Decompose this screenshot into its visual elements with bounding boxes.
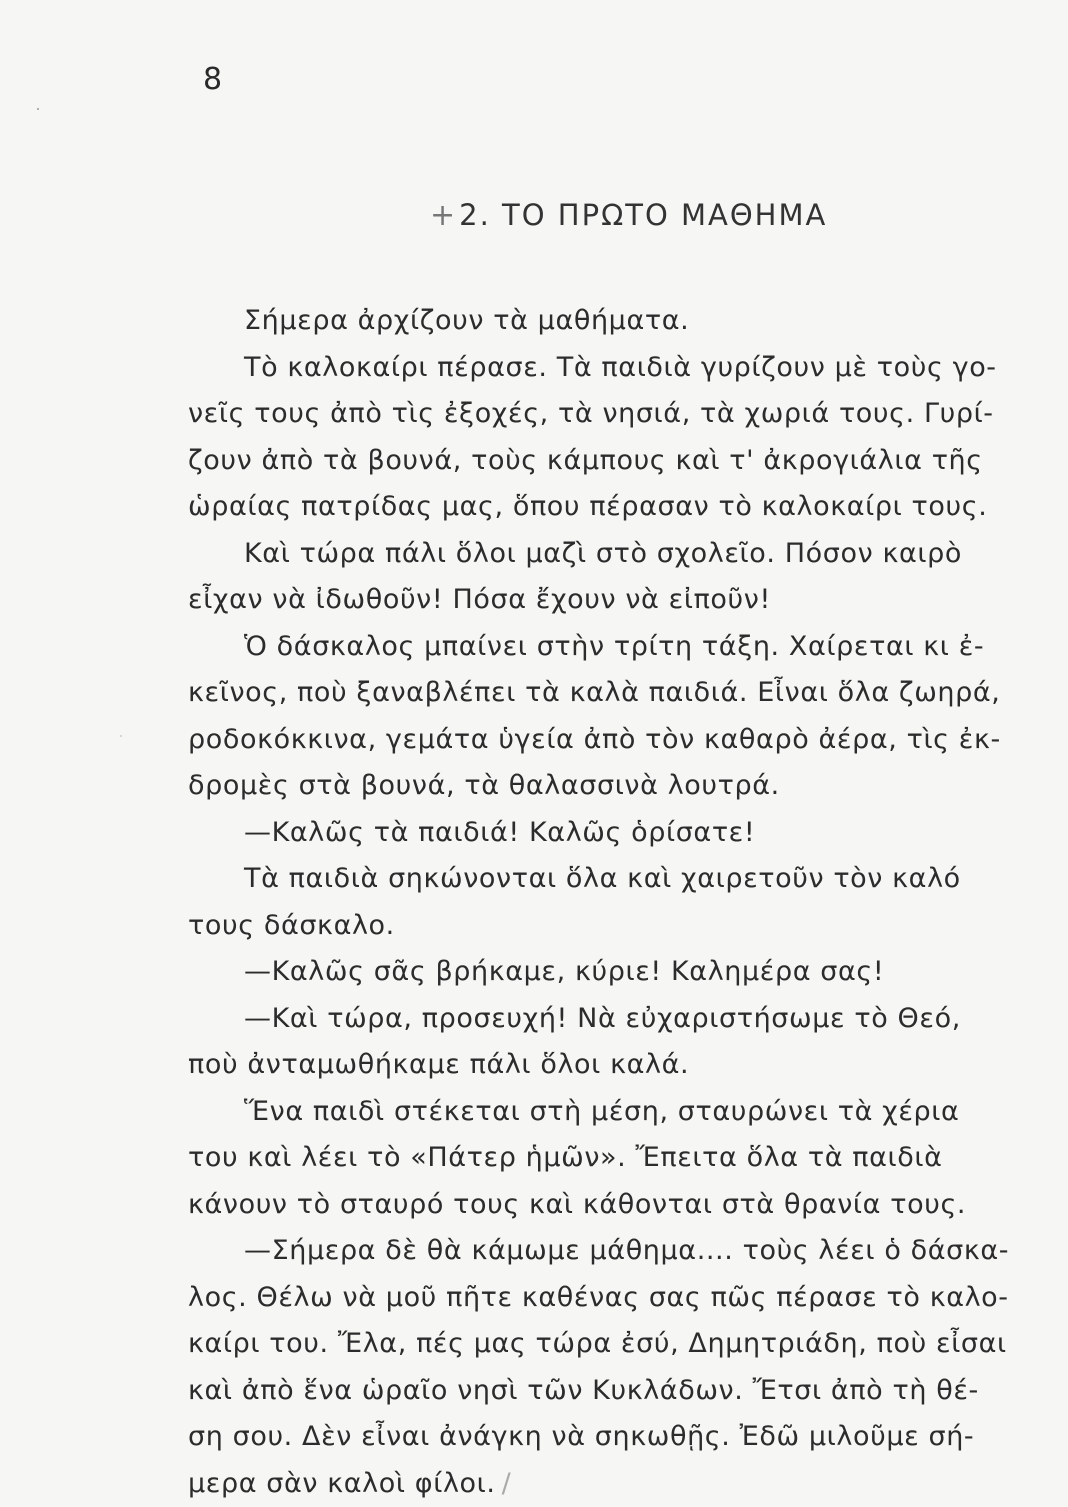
plus-mark-icon: + <box>430 198 457 233</box>
page-number: 8 <box>203 62 222 97</box>
text-line: ποὺ ἀνταμωθήκαμε πάλι ὅλοι καλά. <box>188 1042 1048 1089</box>
text-line: Τὸ καλοκαίρι πέρασε. Τὰ παιδιὰ γυρίζουν μὲ τοὺς γο- <box>188 345 1048 392</box>
text-line: νεῖς τους ἀπὸ τὶς ἐξοχές, τὰ νησιά, τὰ χωριά τους. Γυρί- <box>188 391 1048 438</box>
text-line: Σήμερα ἀρχίζουν τὰ μαθήματα. <box>188 298 1048 345</box>
text-line: ση σου. Δὲν εἶναι ἀνάγκη νὰ σηκωθῇς. Ἐδῶ μιλοῦμε σή- <box>188 1414 1048 1461</box>
text-line: Ὁ δάσκαλος μπαίνει στὴν τρίτη τάξη. Χαίρεται κι ἐ- <box>188 624 1048 671</box>
text-line: δρομὲς στὰ βουνά, τὰ θαλασσινὰ λουτρά. <box>188 763 1048 810</box>
text-body <box>188 298 1048 1507</box>
text-line-last <box>188 1461 1048 1507</box>
text-line: —Σήμερα δὲ θὰ κάμωμε μάθημα.... τοὺς λέει ὁ δάσκα- <box>188 1228 1048 1275</box>
text-line-content: μερα σὰν καλοὶ φίλοι. <box>188 1468 496 1499</box>
text-line: λος. Θέλω νὰ μοῦ πῆτε καθένας σας πῶς πέρασε τὸ καλο- <box>188 1275 1048 1322</box>
text-line: —Καὶ τώρα, προσευχή! Νὰ εὐχαριστήσωμε τὸ Θεό, <box>188 996 1048 1043</box>
end-mark-icon: / <box>502 1468 512 1499</box>
text-line: καὶ ἀπὸ ἕνα ὡραῖο νησὶ τῶν Κυκλάδων. Ἔτσι ἀπὸ τὴ θέ- <box>188 1368 1048 1415</box>
text-line: ὡραίας πατρίδας μας, ὅπου πέρασαν τὸ καλοκαίρι τους. <box>188 484 1048 531</box>
text-line: κάνουν τὸ σταυρό τους καὶ κάθονται στὰ θρανία τους. <box>188 1182 1048 1229</box>
text-line: Ἕνα παιδὶ στέκεται στὴ μέση, σταυρώνει τὰ χέρια <box>188 1089 1048 1136</box>
text-line: του καὶ λέει τὸ «Πάτερ ἡμῶν». Ἔπειτα ὅλα τὰ παιδιὰ <box>188 1135 1048 1182</box>
text-line: ροδοκόκκινα, γεμάτα ὑγεία ἀπὸ τὸν καθαρὸ ἀέρα, τὶς ἐκ- <box>188 717 1048 764</box>
chapter-title-text: 2. ΤΟ ΠΡΩΤΟ ΜΑΘΗΜΑ <box>459 198 827 232</box>
text-line: Καὶ τώρα πάλι ὅλοι μαζὶ στὸ σχολεῖο. Πόσον καιρὸ <box>188 531 1048 578</box>
text-line: Τὰ παιδιὰ σηκώνονται ὅλα καὶ χαιρετοῦν τὸν καλό <box>188 856 1048 903</box>
text-line: κεῖνος, ποὺ ξαναβλέπει τὰ καλὰ παιδιά. Εἶναι ὅλα ζωηρά, <box>188 670 1048 717</box>
text-line: καίρι του. Ἔλα, πές μας τώρα ἐσύ, Δημητριάδη, ποὺ εἶσαι <box>188 1321 1048 1368</box>
scan-speck <box>37 108 39 110</box>
text-line: τους δάσκαλο. <box>188 903 1048 950</box>
text-line: —Καλῶς σᾶς βρήκαμε, κύριε! Καλημέρα σας! <box>188 949 1048 996</box>
text-line: ζουν ἀπὸ τὰ βουνά, τοὺς κάμπους καὶ τ' ἀκρογιάλια τῆς <box>188 438 1048 485</box>
text-line: —Καλῶς τὰ παιδιά! Καλῶς ὁρίσατε! <box>188 810 1048 857</box>
chapter-title <box>430 198 827 233</box>
scan-speck <box>120 735 122 737</box>
text-line: εἶχαν νὰ ἰδωθοῦν! Πόσα ἔχουν νὰ εἰποῦν! <box>188 577 1048 624</box>
